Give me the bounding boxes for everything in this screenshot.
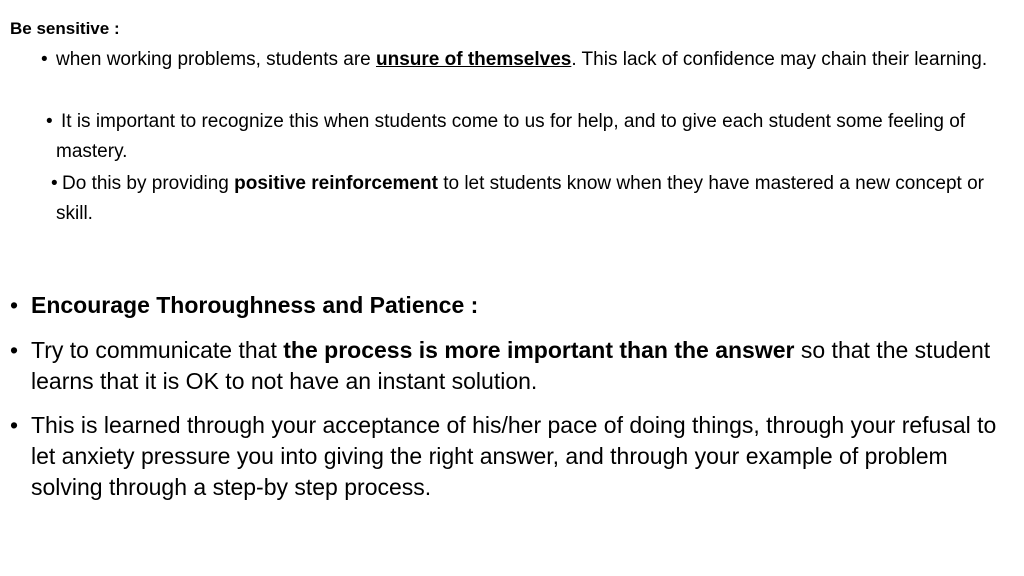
bullet-unsure <box>41 45 1016 75</box>
bullet-process <box>10 335 1016 397</box>
bullet-text-pre: when working problems, students are <box>56 49 376 70</box>
bullet-reinforcement <box>51 169 1016 229</box>
bullet-text: This is learned through your acceptance of his/her pace of doing things, through your refusal to let anxiety pressure you into giving the right answer, and through your example of problem solving through a step-by step process. <box>31 412 997 500</box>
bullet-dot: • <box>41 49 48 70</box>
bullet-acceptance <box>10 410 1016 503</box>
bullet-dot: • <box>10 292 19 318</box>
bullet-text: Encourage Thoroughness and Patience : <box>31 292 479 318</box>
bullet-recognize <box>46 107 1016 167</box>
bullet-text-emphasis: the process is more important than the answer <box>283 337 795 363</box>
bullet-dot: • <box>10 412 19 438</box>
bullet-text-post: so that the student learns that it is OK to not have an instant solution. <box>31 337 991 394</box>
bullet-text-emphasis: unsure of themselves <box>376 49 572 70</box>
bullet-text-post: to let students know when they have mastered a new concept or skill. <box>56 173 984 224</box>
bullet-dot: • <box>51 173 58 194</box>
bullet-encourage-heading <box>10 290 1016 321</box>
bullet-text-post: . This lack of confidence may chain their learning. <box>571 49 988 70</box>
section-title-be-sensitive: Be sensitive : <box>10 19 120 38</box>
bullet-text-emphasis: positive reinforcement <box>234 173 438 194</box>
bullet-text-pre: Try to communicate that <box>31 337 284 363</box>
bullet-dot: • <box>10 337 19 363</box>
bullet-text: It is important to recognize this when students come to us for help, and to give each student some feeling of mastery. <box>56 111 966 162</box>
bullet-text-pre: Do this by providing <box>62 173 235 194</box>
bullet-dot: • <box>46 111 53 132</box>
